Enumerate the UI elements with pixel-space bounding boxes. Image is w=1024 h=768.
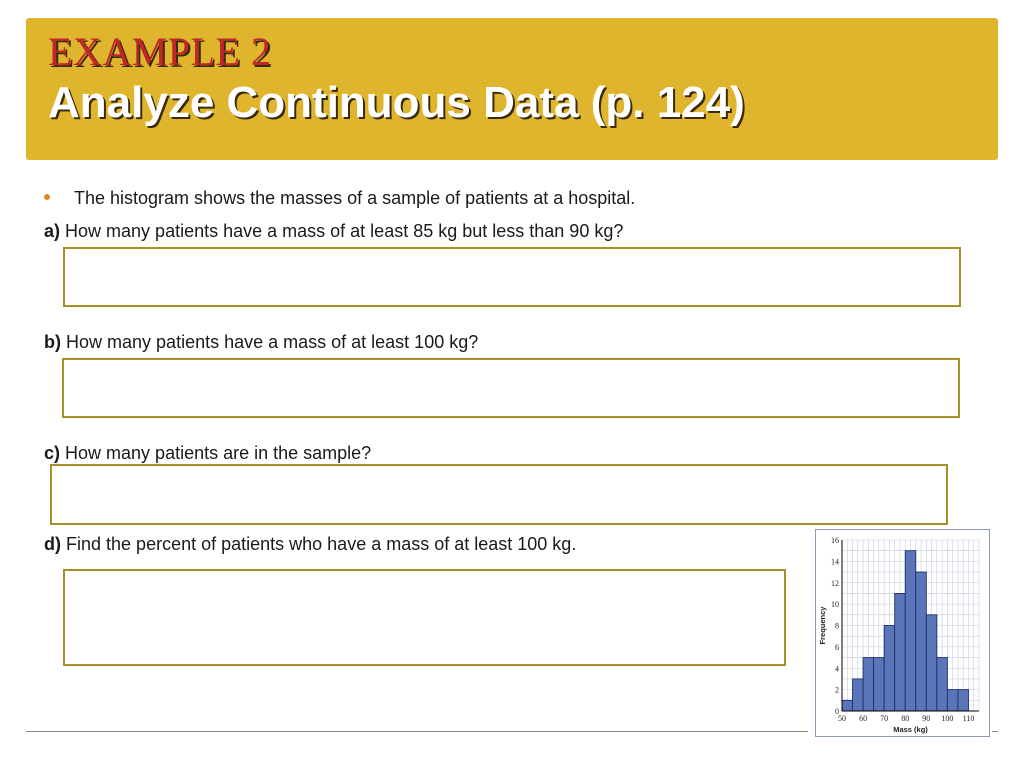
y-tick-label: 10 xyxy=(831,600,839,610)
histogram-bar xyxy=(958,690,969,711)
histogram-bar xyxy=(947,690,958,711)
question-c-text: How many patients are in the sample? xyxy=(65,443,372,463)
footer-divider xyxy=(26,731,808,732)
histogram-bar xyxy=(863,658,874,711)
y-tick-label: 16 xyxy=(831,536,839,545)
histogram-bar xyxy=(853,679,864,711)
question-b-label: b) xyxy=(44,332,61,352)
intro-text: The histogram shows the masses of a sample of patients at a hospital. xyxy=(74,188,636,208)
histogram-bar xyxy=(874,658,885,711)
answer-box-b[interactable] xyxy=(62,358,960,418)
question-d-label: d) xyxy=(44,534,61,554)
question-c-label: c) xyxy=(44,443,61,463)
histogram-bar xyxy=(905,551,916,711)
histogram-chart xyxy=(815,529,990,737)
y-tick-label: 6 xyxy=(835,642,839,652)
question-b-text: How many patients have a mass of at least 100 kg? xyxy=(66,332,479,352)
histogram-bar xyxy=(926,615,937,711)
y-tick-label: 14 xyxy=(831,557,839,567)
y-tick-label: 2 xyxy=(835,685,839,695)
x-tick-label: 90 xyxy=(922,714,931,723)
histogram-svg xyxy=(816,530,989,736)
question-d xyxy=(44,534,576,555)
title-banner xyxy=(26,18,998,160)
y-tick-label: 8 xyxy=(835,621,839,631)
x-axis-label: Mass (kg) xyxy=(893,725,928,734)
answer-box-d[interactable] xyxy=(63,569,786,666)
x-tick-label: 70 xyxy=(880,714,889,723)
question-a-text: How many patients have a mass of at least 85 kg but less than 90 kg? xyxy=(65,221,624,241)
histogram-bar xyxy=(895,593,906,711)
x-tick-label: 80 xyxy=(901,714,910,723)
page-title: Analyze Continuous Data (p. 124) xyxy=(48,78,745,127)
question-b xyxy=(44,332,478,353)
question-d-text: Find the percent of patients who have a mass of at least 100 kg. xyxy=(66,534,577,554)
answer-box-c[interactable] xyxy=(50,464,948,525)
y-tick-label: 12 xyxy=(831,578,839,588)
x-tick-label: 50 xyxy=(838,714,846,723)
example-label: EXAMPLE 2 xyxy=(48,29,272,74)
histogram-bar xyxy=(884,626,895,712)
x-tick-label: 60 xyxy=(859,714,868,723)
x-tick-label: 110 xyxy=(962,714,975,723)
answer-box-a[interactable] xyxy=(63,247,961,307)
histogram-bar xyxy=(937,658,948,711)
intro-bullet xyxy=(44,188,635,209)
y-tick-label: 0 xyxy=(835,707,839,716)
question-c xyxy=(44,443,371,464)
bullet-dot-icon xyxy=(44,194,50,200)
y-axis-label: Frequency xyxy=(818,606,827,645)
x-tick-label: 100 xyxy=(941,714,954,723)
footer-divider-end xyxy=(992,731,998,732)
question-a xyxy=(44,221,623,242)
histogram-bar xyxy=(842,700,853,711)
question-a-label: a) xyxy=(44,221,61,241)
histogram-bar xyxy=(916,572,927,711)
y-tick-label: 4 xyxy=(835,664,839,674)
